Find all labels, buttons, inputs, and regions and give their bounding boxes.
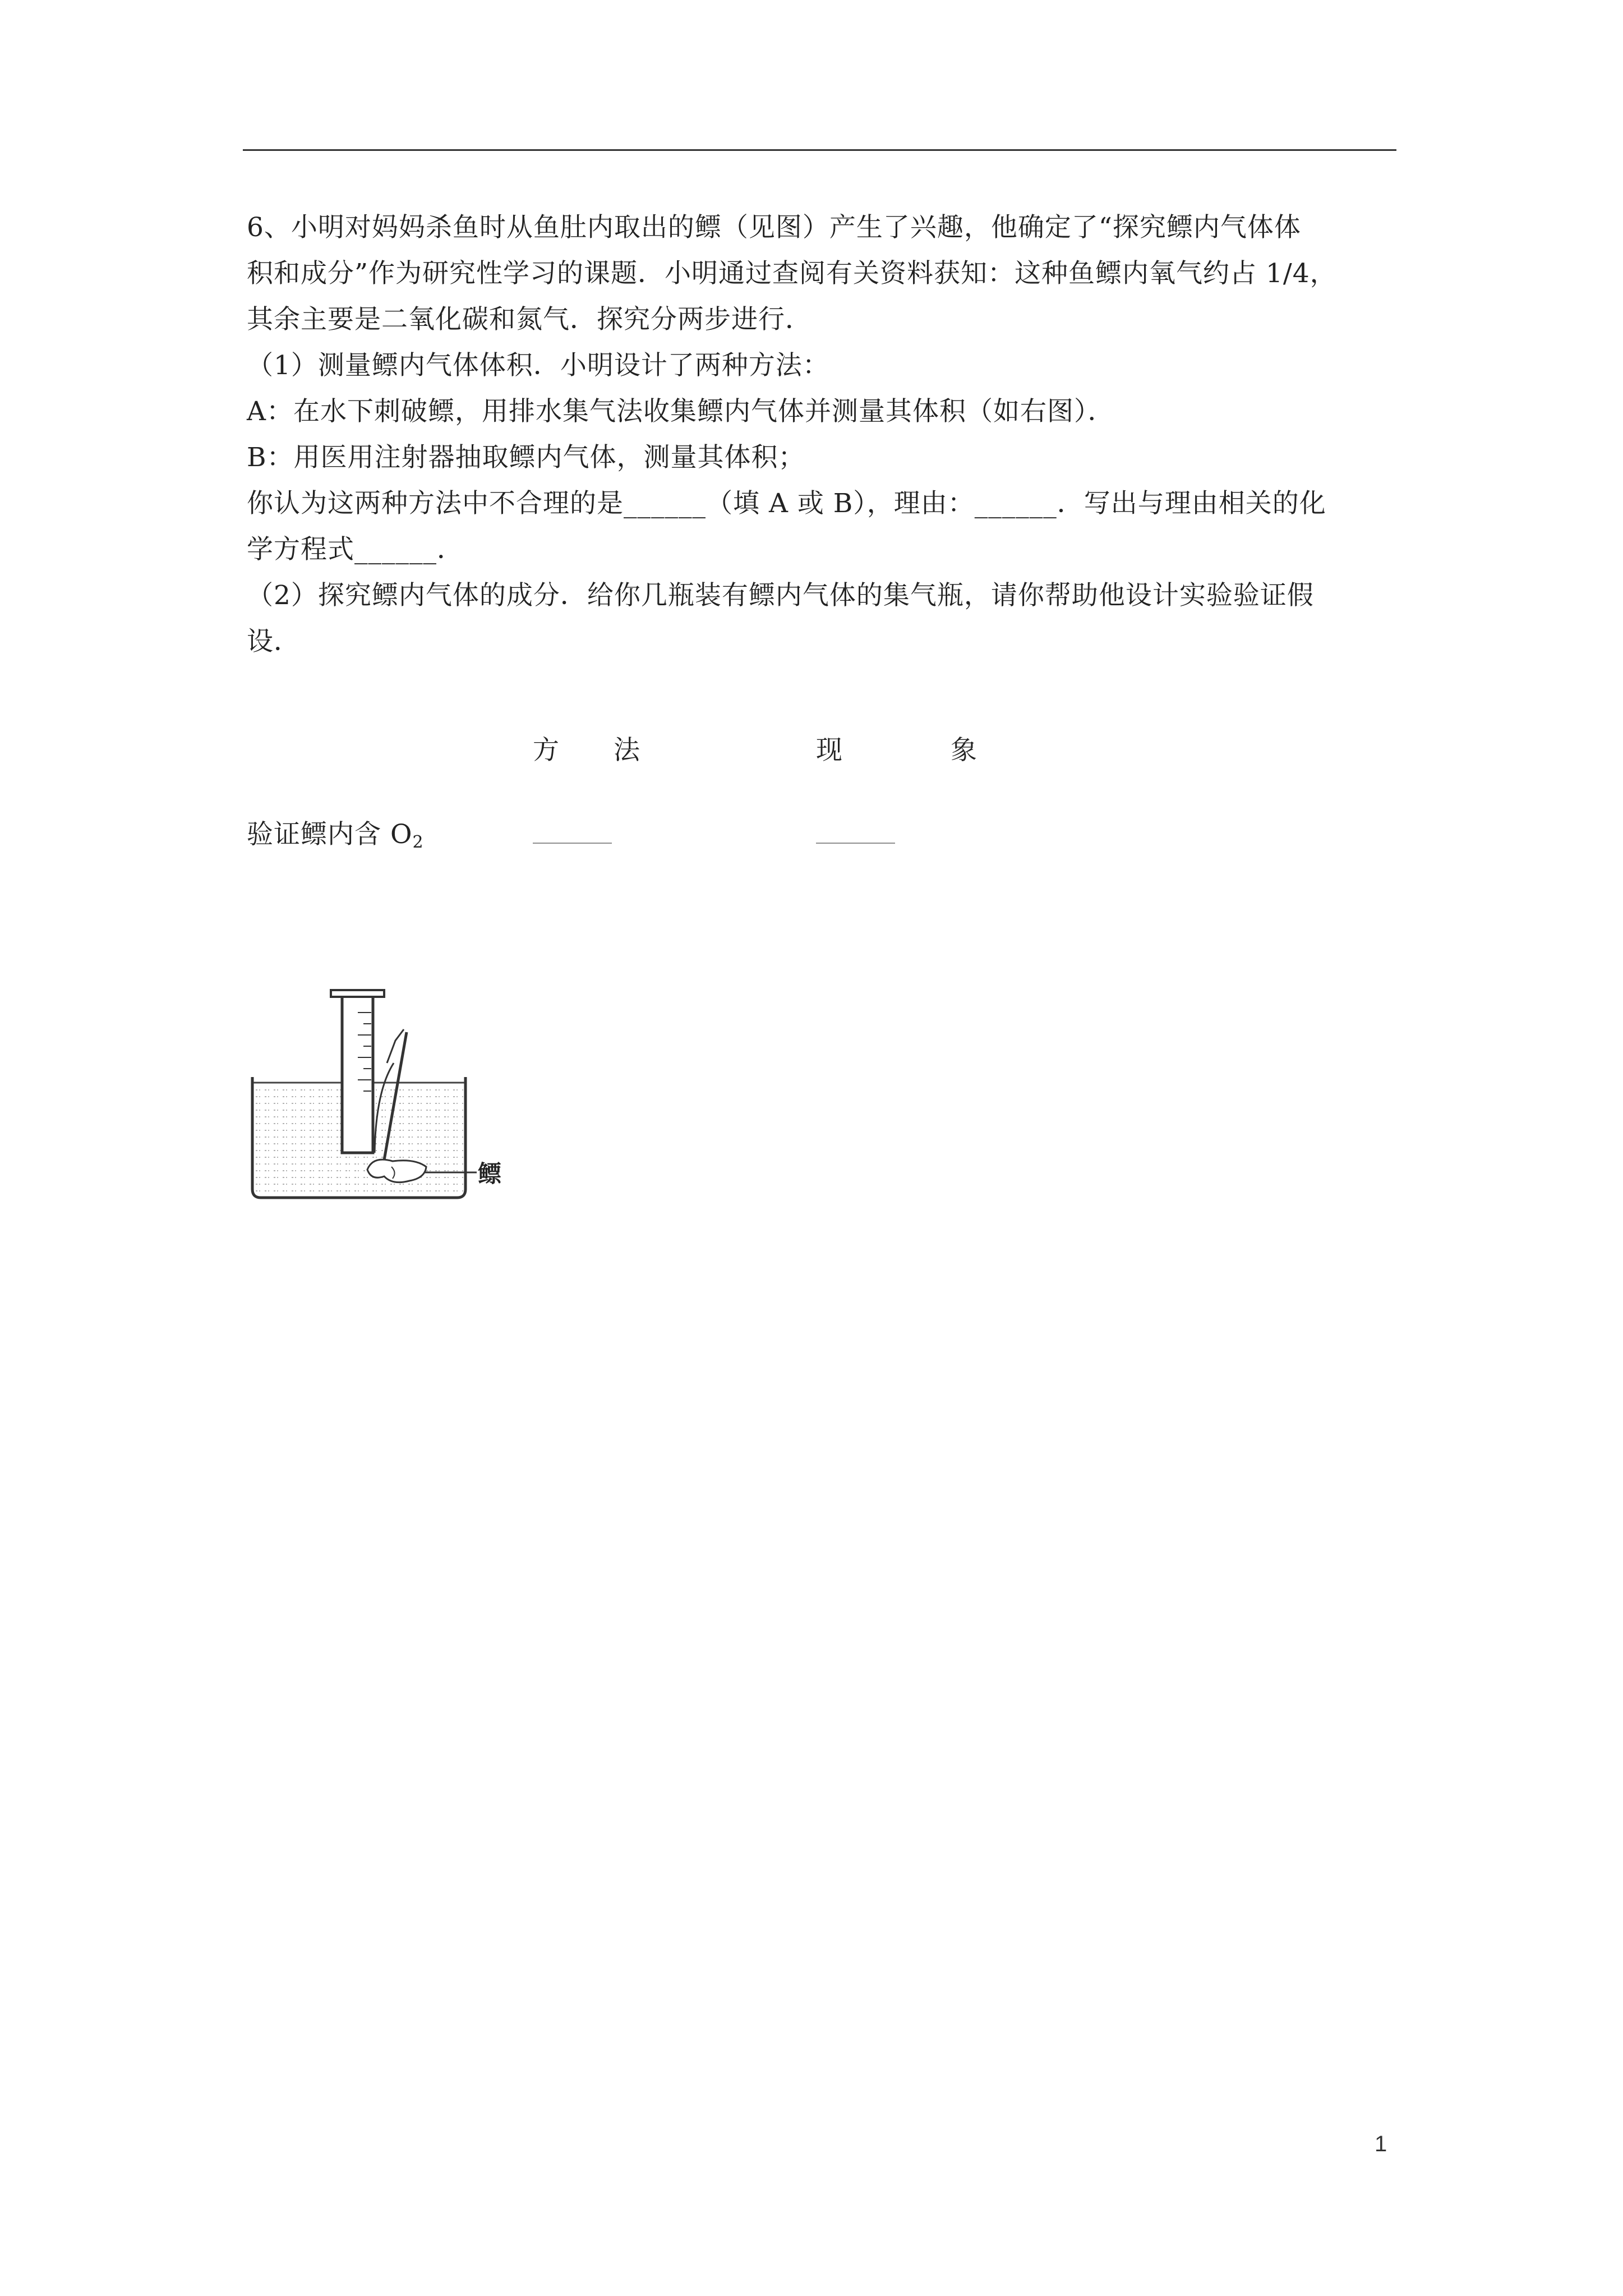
header-rule [243,149,1396,151]
table-header-method: 方 法 [533,735,640,766]
blank-phenomenon: ______ [816,813,895,844]
question-line: A：在水下刺破鳔，用排水集气法收集鳔内气体并测量其体积（如右图）． [247,396,1115,427]
figure-label: 鳔 [478,1160,502,1188]
question-line: （1）测量鳔内气体体积．小明设计了两种方法： [247,350,829,381]
question-text [247,205,1402,665]
question-line: （2）探究鳔内气体的成分．给你几瓶装有鳔内气体的集气瓶，请你帮助他设计实验验证假 [247,580,1314,611]
table-row-label [247,813,424,852]
question-line: B：用医用注射器抽取鳔内气体，测量其体积； [247,442,805,473]
apparatus-figure [247,979,527,1203]
page-number: 1 [1375,2132,1387,2156]
graduated-cylinder [342,996,373,1153]
question-line: 学方程式______． [247,534,464,565]
question-line: 其余主要是二氧化碳和氮气．探究分两步进行． [247,304,812,335]
question-line: 6、小明对妈妈杀鱼时从鱼肚内取出的鳔（见图）产生了兴趣，他确定了“探究鳔内气体体 [247,212,1301,243]
row-label-subscript: 2 [412,832,424,852]
blank-method: ______ [533,813,612,844]
question-line: 积和成分”作为研究性学习的课题．小明通过查阅有关资料获知：这种鱼鳔内氧气约占 1/4， [247,258,1337,289]
question-line: 设． [247,626,301,657]
question-line: 你认为这两种方法中不合理的是______（填 A 或 B），理由：______．写出与理由相关的化 [247,488,1326,519]
table-header-phenomenon: 现 象 [816,735,978,766]
row-label-text: 验证鳔内含 O [247,819,413,850]
